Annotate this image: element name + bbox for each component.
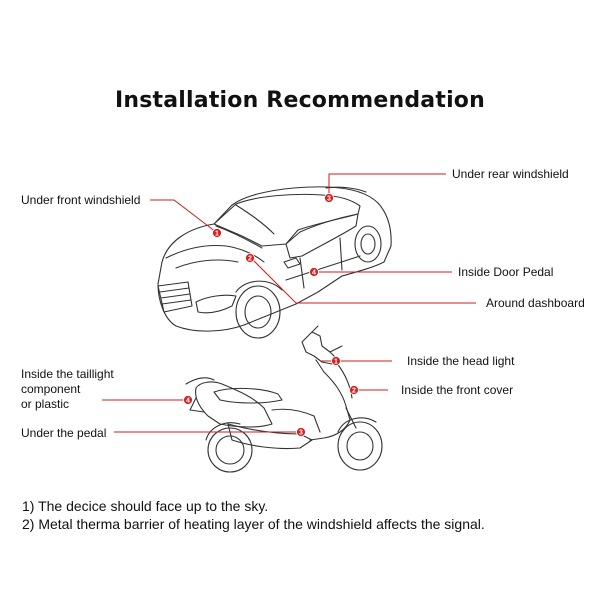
label-inside-front-cover: Inside the front cover — [401, 383, 514, 397]
note-2: 2) Metal therma barrier of heating layer of the windshield affects the signal. — [22, 516, 485, 532]
label-under-rear-windshield: Under rear windshield — [452, 167, 569, 181]
label-under-the-pedal: Under the pedal — [21, 426, 107, 440]
svg-text:2: 2 — [248, 255, 252, 263]
label-inside-door-pedal: Inside Door Pedal — [458, 265, 554, 279]
svg-text:3: 3 — [327, 195, 331, 203]
svg-text:3: 3 — [299, 429, 303, 437]
note-1: 1) The decice should face up to the sky. — [22, 498, 269, 514]
car-marker-1 — [213, 229, 222, 238]
label-inside-head-light: Inside the head light — [407, 354, 515, 368]
diagram-title: Installation Recommendation — [114, 88, 485, 113]
car-leader-lines — [150, 174, 476, 303]
car-marker-3 — [325, 194, 334, 203]
label-inside-taillight: Inside the taillight component or plastic — [21, 367, 114, 411]
car-marker-2 — [246, 254, 255, 263]
scooter-illustration — [186, 326, 382, 472]
scooter-marker-1 — [332, 357, 341, 366]
scooter-marker-2 — [350, 386, 359, 395]
svg-text:2: 2 — [352, 387, 356, 395]
car-illustration — [158, 187, 391, 338]
svg-text:1: 1 — [334, 358, 338, 366]
svg-text:4: 4 — [186, 397, 190, 405]
scooter-marker-3 — [297, 428, 306, 437]
label-under-front-windshield: Under front windshield — [21, 193, 141, 207]
label-around-dashboard: Around dashboard — [486, 296, 585, 310]
svg-text:1: 1 — [215, 230, 219, 238]
scooter-marker-4 — [184, 396, 193, 405]
svg-text:4: 4 — [312, 269, 316, 277]
car-marker-4 — [310, 268, 319, 277]
installation-notes — [22, 497, 485, 533]
